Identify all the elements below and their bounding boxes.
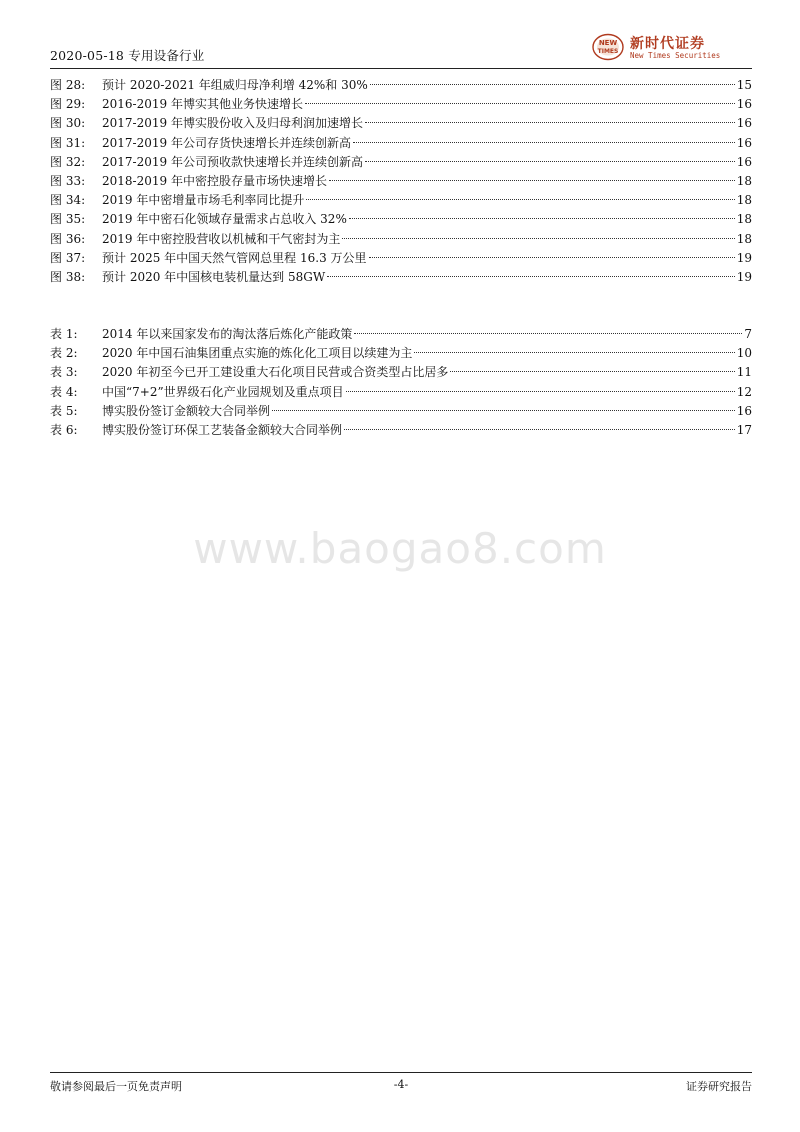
- table-toc-row[interactable]: [50, 363, 752, 382]
- figure-toc-row[interactable]: [50, 191, 752, 210]
- toc-entry-page: 10: [736, 346, 752, 361]
- toc-entry-page: 11: [736, 365, 752, 380]
- toc-entry-title: 2017-2019 年公司存货快速增长并连续创新高: [102, 135, 351, 150]
- toc-leader-dots: [329, 180, 735, 181]
- toc-entry-number: 表 3:: [50, 365, 78, 380]
- toc-leader-dots: [342, 238, 734, 239]
- table-toc-row[interactable]: [50, 383, 752, 402]
- toc-entry-number: 图 37:: [50, 250, 86, 265]
- toc-entry-page: 7: [744, 327, 752, 341]
- toc-entry-page: 16: [736, 97, 752, 112]
- toc-entry-page: 19: [736, 250, 752, 265]
- figure-toc-row[interactable]: [50, 249, 752, 268]
- page-header: [50, 30, 752, 69]
- toc-leader-dots: [272, 410, 735, 411]
- toc-leader-dots: [365, 161, 735, 162]
- toc-entry-number: 表 4:: [50, 384, 78, 399]
- toc-entry-page: 12: [736, 384, 752, 399]
- footer-disclaimer: 敬请参阅最后一页免责声明: [50, 1080, 182, 1093]
- figure-toc-row[interactable]: [50, 230, 752, 249]
- table-toc-row[interactable]: [50, 421, 752, 440]
- header-date-category: 2020-05-18 专用设备行业: [50, 48, 205, 63]
- toc-entry-title: 预计 2020-2021 年组威归母净利增 42%和 30%: [102, 78, 368, 92]
- logo-mark-top: NEW: [598, 39, 618, 47]
- table-toc-row[interactable]: [50, 325, 752, 344]
- toc-entry-title: 2018-2019 年中密控股存量市场快速增长: [102, 173, 327, 188]
- toc-entry-page: 16: [736, 116, 752, 131]
- logo-english-name: New Times Securities: [630, 51, 721, 60]
- figure-toc-row[interactable]: [50, 172, 752, 191]
- toc-leader-dots: [344, 429, 735, 430]
- toc-entry-number: 表 5:: [50, 403, 78, 418]
- footer-report-type: 证券研究报告: [686, 1080, 752, 1093]
- toc-leader-dots: [450, 371, 734, 372]
- toc-entry-number: 图 38:: [50, 269, 86, 284]
- figure-toc-row[interactable]: [50, 210, 752, 229]
- toc-entry-number: 表 1:: [50, 327, 78, 341]
- toc-entry-page: 18: [736, 231, 752, 246]
- toc-entry-page: 16: [736, 135, 752, 150]
- toc-entry-title: 2020 年初至今已开工建设重大石化项目民营或合资类型占比居多: [102, 365, 449, 380]
- new-times-logo-icon: [592, 33, 624, 61]
- figure-toc-row[interactable]: [50, 153, 752, 172]
- toc-leader-dots: [305, 103, 735, 104]
- toc-leader-dots: [354, 333, 742, 334]
- figure-toc-row[interactable]: [50, 134, 752, 153]
- toc-entry-number: 图 29:: [50, 97, 86, 112]
- toc-leader-dots: [306, 199, 734, 200]
- toc-entry-page: 19: [736, 269, 752, 284]
- toc-entry-page: 16: [736, 403, 752, 418]
- toc-entry-title: 2019 年中密增量市场毛利率同比提升: [102, 193, 305, 208]
- toc-entry-page: 16: [736, 154, 752, 169]
- toc-entry-number: 图 33:: [50, 173, 86, 188]
- footer-page-number: -4-: [393, 1078, 409, 1091]
- toc-leader-dots: [369, 257, 735, 258]
- toc-entry-title: 中国“7+2”世界级石化产业园规划及重点项目: [102, 384, 344, 399]
- figure-toc-row[interactable]: [50, 114, 752, 133]
- toc-entry-number: 图 34:: [50, 193, 86, 208]
- figure-list: [50, 76, 752, 287]
- toc-entry-title: 预计 2020 年中国核电装机量达到 58GW: [102, 269, 326, 284]
- toc-entry-title: 2020 年中国石油集团重点实施的炼化化工项目以续建为主: [102, 346, 413, 361]
- toc-entry-number: 图 28:: [50, 78, 86, 92]
- toc-leader-dots: [414, 352, 734, 353]
- toc-entry-title: 2017-2019 年公司预收款快速增长并连续创新高: [102, 154, 363, 169]
- toc-entry-page: 18: [736, 193, 752, 208]
- toc-entry-page: 18: [736, 212, 752, 227]
- table-toc-row[interactable]: [50, 344, 752, 363]
- toc-leader-dots: [346, 391, 735, 392]
- toc-entry-page: 17: [736, 422, 752, 437]
- toc-leader-dots: [349, 218, 735, 219]
- toc-entry-title: 2014 年以来国家发布的淘汰落后炼化产能政策: [102, 327, 353, 341]
- toc-entry-title: 2016-2019 年博实其他业务快速增长: [102, 97, 303, 112]
- toc-entry-number: 表 2:: [50, 346, 78, 361]
- page-footer: [50, 1072, 752, 1097]
- toc-entry-title: 博实股份签订环保工艺装备金额较大合同举例: [102, 422, 343, 437]
- table-list: [50, 325, 752, 440]
- toc-entry-number: 图 36:: [50, 231, 86, 246]
- toc-entry-page: 18: [736, 173, 752, 188]
- toc-entry-title: 2017-2019 年博实股份收入及归母利润加速增长: [102, 116, 363, 131]
- logo-mark-bottom: TIMES: [597, 48, 619, 55]
- table-toc-row[interactable]: [50, 402, 752, 421]
- watermark: www.baogao8.com: [193, 524, 607, 573]
- company-logo: [592, 32, 752, 62]
- logo-chinese-name: 新时代证券: [630, 36, 705, 52]
- figure-toc-row[interactable]: [50, 268, 752, 287]
- toc-entry-title: 预计 2025 年中国天然气管网总里程 16.3 万公里: [102, 250, 367, 265]
- toc-entry-title: 博实股份签订金额较大合同举例: [102, 403, 271, 418]
- toc-leader-dots: [370, 84, 735, 85]
- toc-entry-title: 2019 年中密石化领域存量需求占总收入 32%: [102, 212, 347, 227]
- toc-entry-number: 表 6:: [50, 422, 78, 437]
- toc-entry-number: 图 32:: [50, 154, 86, 169]
- toc-entry-number: 图 31:: [50, 135, 86, 150]
- figure-toc-row[interactable]: [50, 76, 752, 95]
- toc-entry-title: 2019 年中密控股营收以机械和干气密封为主: [102, 231, 341, 246]
- toc-leader-dots: [327, 276, 735, 277]
- toc-leader-dots: [365, 122, 735, 123]
- toc-entry-number: 图 30:: [50, 116, 86, 131]
- toc-entry-page: 15: [736, 78, 752, 92]
- toc-entry-number: 图 35:: [50, 212, 86, 227]
- toc-leader-dots: [353, 142, 735, 143]
- figure-toc-row[interactable]: [50, 95, 752, 114]
